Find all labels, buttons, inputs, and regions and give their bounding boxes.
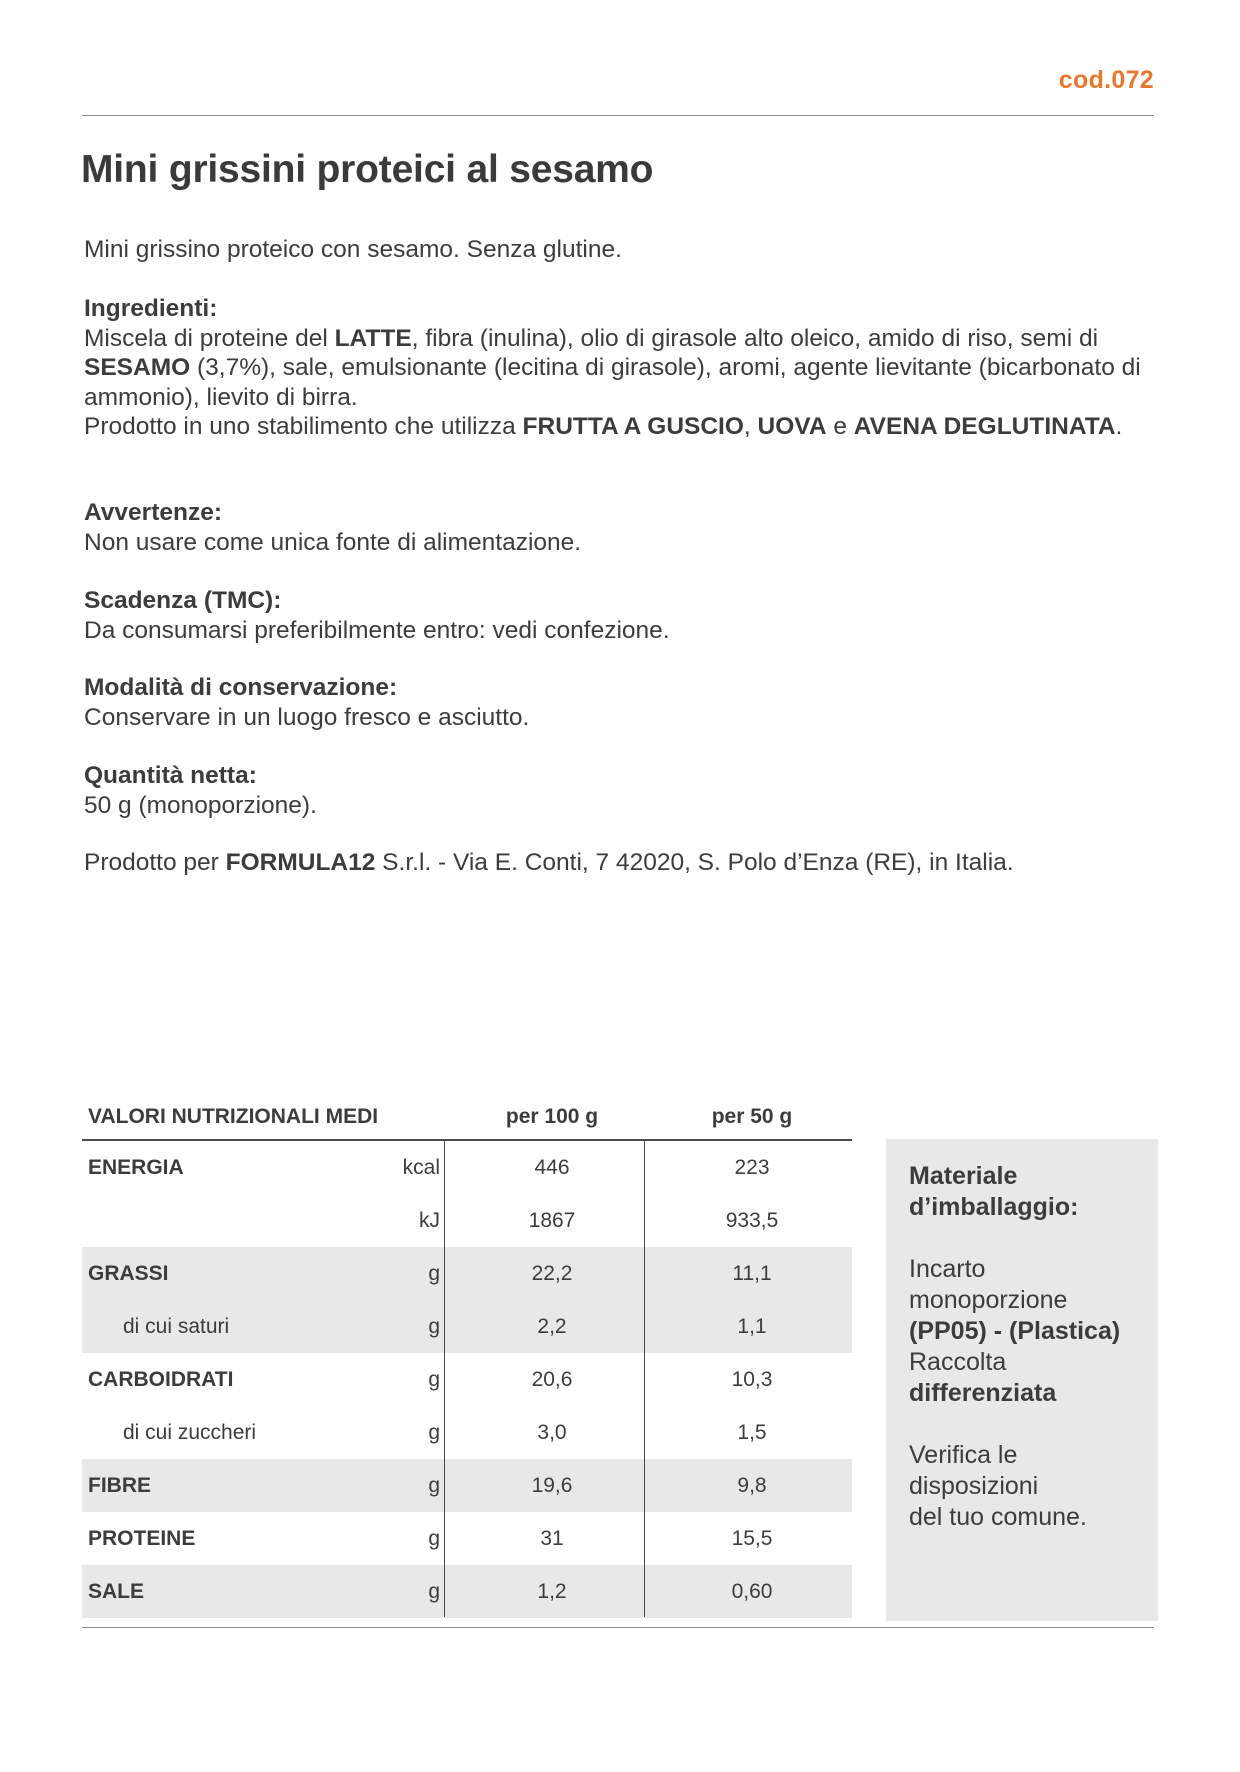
- quantity-section: [84, 761, 1164, 820]
- ingredients-text-part: ,: [743, 413, 758, 440]
- table-row: [82, 1194, 852, 1247]
- storage-text: Conservare in un luogo fresco e asciutto.: [84, 703, 530, 731]
- allergen-sesame: SESAMO: [84, 354, 191, 381]
- warnings-heading: Avvertenze:: [84, 499, 222, 526]
- storage-heading: Modalità di conservazione:: [84, 674, 398, 701]
- nutrient-label: CARBOIDRATI: [88, 1367, 234, 1391]
- bottom-divider: [82, 1627, 1154, 1628]
- producer-section: [84, 848, 1164, 878]
- packaging-note: del tuo comune.: [909, 1503, 1087, 1531]
- unit-cell: g: [428, 1367, 440, 1391]
- per-50g-cell: 15,5: [731, 1526, 773, 1550]
- packaging-box: [886, 1139, 1158, 1621]
- packaging-line: Incarto: [909, 1255, 986, 1283]
- page-title: Mini grissini proteici al sesamo: [81, 148, 654, 191]
- per-100g-cell: 20,6: [531, 1367, 573, 1391]
- table-row: [82, 1459, 852, 1512]
- table-row: [82, 1565, 852, 1618]
- unit-cell: g: [428, 1526, 440, 1550]
- quantity-text: 50 g (monoporzione).: [84, 791, 317, 819]
- per-50g-cell: 10,3: [731, 1367, 773, 1391]
- table-row: [82, 1406, 852, 1459]
- allergen-eggs: UOVA: [757, 413, 827, 440]
- nutrient-label: di cui saturi: [123, 1314, 230, 1338]
- nutrient-label: FIBRE: [88, 1473, 151, 1497]
- nutrient-label: di cui zuccheri: [123, 1420, 257, 1444]
- ingredients-text: [84, 324, 1164, 413]
- per-100g-cell: 1867: [528, 1208, 576, 1232]
- packaging-note: Verifica le: [909, 1441, 1018, 1469]
- ingredients-section: [84, 294, 1164, 442]
- unit-cell: g: [428, 1579, 440, 1603]
- table-row: [82, 1247, 852, 1300]
- expiry-section: [84, 586, 1164, 645]
- storage-section: [84, 673, 1164, 732]
- packaging-heading: d’imballaggio:: [909, 1193, 1079, 1221]
- ingredients-text-part: .: [1115, 413, 1123, 440]
- header-label: VALORI NUTRIZIONALI MEDI: [88, 1105, 379, 1128]
- product-code: cod.072: [1058, 66, 1154, 94]
- per-50g-cell: 1,5: [737, 1420, 767, 1444]
- per-50g-cell: 933,5: [725, 1208, 779, 1232]
- allergen-milk: LATTE: [334, 324, 412, 352]
- table-row: [82, 1512, 852, 1565]
- nutrient-label: PROTEINE: [88, 1526, 196, 1550]
- table-row: [82, 1353, 852, 1406]
- intro-line: Mini grissino proteico con sesamo. Senza glutine.: [84, 236, 622, 263]
- per-50g-cell: 11,1: [732, 1261, 772, 1285]
- header-per-50g: per 50 g: [711, 1105, 793, 1128]
- nutrition-table-header: [82, 1095, 852, 1141]
- producer-brand: FORMULA12: [225, 849, 376, 876]
- ingredients-text-part: Prodotto in uno stabilimento che utilizza: [84, 413, 523, 440]
- packaging-material: (PP05) - (Plastica): [909, 1317, 1121, 1345]
- unit-cell: g: [428, 1420, 440, 1444]
- header-per-100g: per 100 g: [505, 1105, 599, 1128]
- unit-cell: g: [428, 1261, 440, 1285]
- producer-text: [84, 848, 1164, 878]
- nutrient-label: SALE: [88, 1579, 145, 1603]
- per-50g-cell: 9,8: [737, 1473, 767, 1497]
- column-divider: [444, 1141, 445, 1617]
- table-row: [82, 1300, 852, 1353]
- column-divider: [644, 1141, 645, 1617]
- per-50g-cell: 0,60: [731, 1579, 773, 1603]
- nutrition-table: [82, 1095, 852, 1618]
- per-50g-cell: 223: [734, 1155, 770, 1179]
- per-100g-cell: 19,6: [531, 1473, 573, 1497]
- ingredients-text-part: (3,7%), sale, emulsionante (lecitina di girasole), aromi, agente lievitante (bicarbonato di ammonio), lievito di birra.: [84, 354, 1141, 411]
- unit-cell: g: [428, 1473, 440, 1497]
- packaging-line: Raccolta: [909, 1348, 1007, 1376]
- producer-text-part: Prodotto per: [84, 849, 226, 876]
- nutrition-rows: [82, 1141, 852, 1618]
- packaging-sorting: differenziata: [909, 1379, 1057, 1407]
- intro-text: [84, 235, 1164, 265]
- allergen-nuts: FRUTTA A GUSCIO: [522, 413, 744, 440]
- per-100g-cell: 1,2: [537, 1579, 567, 1603]
- nutrient-label: ENERGIA: [88, 1155, 184, 1179]
- per-100g-cell: 31: [540, 1526, 564, 1550]
- ingredients-text-part: Miscela di proteine del: [84, 324, 335, 352]
- packaging-note: disposizioni: [909, 1472, 1039, 1500]
- unit-cell: kJ: [419, 1208, 440, 1232]
- producer-text-part: S.r.l. - Via E. Conti, 7 42020, S. Polo d’Enza (RE), in Italia.: [375, 849, 1014, 876]
- cross-contamination-text: [84, 412, 1164, 442]
- expiry-text: Da consumarsi preferibilmente entro: vedi confezione.: [84, 616, 670, 644]
- table-row: [82, 1141, 852, 1194]
- unit-cell: kcal: [402, 1155, 440, 1179]
- quantity-heading: Quantità netta:: [84, 762, 257, 789]
- per-100g-cell: 446: [534, 1155, 570, 1179]
- per-100g-cell: 2,2: [537, 1314, 567, 1338]
- unit-cell: g: [428, 1314, 440, 1338]
- top-divider: [82, 115, 1154, 116]
- ingredients-text-part: , fibra (inulina), olio di girasole alto oleico, amido di riso, semi di: [411, 324, 1099, 352]
- warnings-text: Non usare come unica fonte di alimentazione.: [84, 528, 582, 556]
- per-100g-cell: 22,2: [531, 1261, 573, 1285]
- per-100g-cell: 3,0: [537, 1420, 567, 1444]
- warnings-section: [84, 498, 1164, 557]
- packaging-line: monoporzione: [909, 1286, 1068, 1314]
- ingredients-text-part: e: [826, 413, 854, 440]
- per-50g-cell: 1,1: [737, 1314, 767, 1338]
- nutrient-label: GRASSI: [88, 1261, 169, 1285]
- expiry-heading: Scadenza (TMC):: [84, 587, 282, 614]
- packaging-heading: Materiale: [909, 1162, 1018, 1190]
- allergen-oats: AVENA DEGLUTINATA: [853, 413, 1116, 440]
- ingredients-heading: Ingredienti:: [84, 295, 218, 322]
